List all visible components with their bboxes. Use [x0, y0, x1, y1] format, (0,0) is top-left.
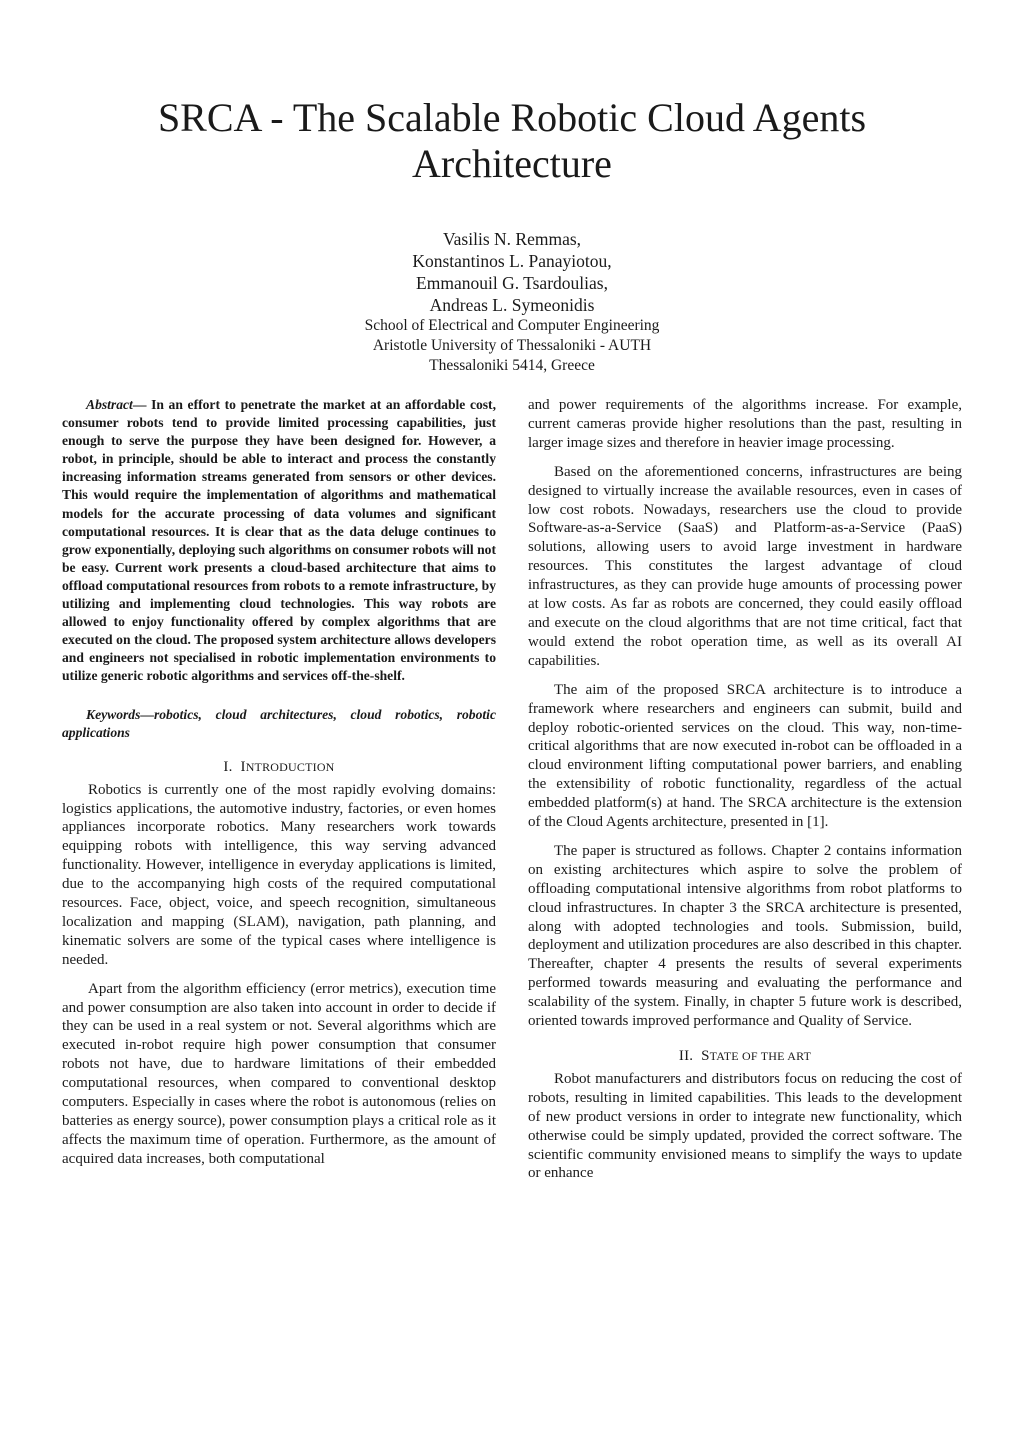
author-name: Konstantinos L. Panayiotou, — [412, 251, 612, 271]
author-name: Vasilis N. Remmas, — [442, 229, 582, 249]
keywords-text: robotics, cloud architectures, cloud robotics, robotic applications — [62, 706, 496, 740]
body-paragraph: Based on the aforementioned concerns, infrastructures are being designed to virtually increase the available resources, even in cases of low cost robots. Nowadays, researchers use the cloud to provide Software-as-a-Service (SaaS) and Platform-as-a-Service (PaaS) solutions, allowing users to avoid large investment in hardware resources. This constitutes the largest advantage of cloud infrastructures, as they can provide huge amounts of processing power at low costs. As far as robots are concerned, they could easily offload and execute on the cloud algorithms that are not time critical, fact that would extend the robot operation time, as well as its overall AI capabilities. — [528, 463, 962, 669]
body-paragraph: Robot manufacturers and distributors focus on reducing the cost of robots, resulting in limited capabilities. This leads to the development of new product versions in order to integrate new functionality, which otherwise could be simply updated, provided the correct software. The scientific community envisioned means to simplify the ways to update or enhance — [528, 1070, 962, 1182]
author-list — [200, 228, 824, 316]
keywords: Keywords—robotics, cloud architectures, cloud robotics, robotic applications — [62, 706, 496, 740]
body-paragraph: Apart from the algorithm efficiency (error metrics), execution time and power consumption are also taken into account in order to decide if they can be used in a real system or not. Several algorithms which are executed in-robot require high power consumption that consumer robots not have, due to hardware limitations of their embedded computational resources, when compared to conventional desktop computers. Especially in cases where the robot is autonomous (relies on batteries as energy source), power consumption plays a critical role as it affects the maximum time of operation. Furthermore, as the amount of acquired data increases, both computational — [62, 980, 496, 1167]
section-title-rest: NTRODUCTION — [245, 759, 335, 774]
body-paragraph-continuation: and power requirements of the algorithms increase. For example, current cameras provide higher resolutions than the past, resulting in larger image sizes and therefore in heavier image processing. — [528, 397, 962, 451]
section-number: I. — [223, 758, 233, 775]
abstract: Abstract— In an effort to penetrate the market at an affordable cost, consumer robots tend to provide limited processing capabilities, just enough to serve the purpose they have been designed for. However, a robot, in principle, should be able to interact and process the constantly increasing information streams generated from sensors or other devices. This would require the implementation of algorithms and mathematical models for the accurate processing of data volumes and significant computational resources. It is clear that as the data deluge continues to grow exponentially, deploying such algorithms on consumer robots will not be easy. Current work presents a cloud-based architecture that aims to offload computational resources from robots to a remote infrastructure, by utilizing and implementing cloud technologies. This way robots are allowed to enjoy functionality offered by complex algorithms that are executed on the cloud. The proposed system architecture allows developers and engineers not specialised in robotic implementation environments to utilize generic robotic algorithms and services off-the-shelf. — [62, 397, 496, 684]
body-paragraph: Robotics is currently one of the most rapidly evolving domains: logistics applications, the automotive industry, factories, or even homes appliances incorporate robotics. Many researchers work towards equipping robots with intelligence, this way serving advanced functionality. However, intelligence in everyday applications is limited, due to the accompanying high costs of the required computational resources. Face, object, voice, and speech recognition, simultaneous localization and mapping (SLAM), navigation, path planning, and kinematic solvers are some of the typical cases where intelligence is needed. — [62, 781, 496, 968]
abstract-text: In an effort to penetrate the market at an affordable cost, consumer robots tend to provide limited processing capabilities, just enough to serve the purpose they have been designed for. However, a robot, in principle, should be able to interact and process the constantly increasing information streams generated from sensors or other devices. This would require the implementation of algorithms and mathematical models for the accurate processing of data volumes and significant computational resources. It is clear that as the data deluge continues to grow exponentially, deploying such algorithms on consumer robots will not be easy. Current work presents a cloud-based architecture that aims to offload computational resources from robots to a remote infrastructure, by utilizing and implementing cloud technologies. This way robots are allowed to enjoy functionality offered by complex algorithms that are executed on the cloud. The proposed system architecture allows developers and engineers not specialised in robotic implementation environments to utilize generic robotic algorithms and services off-the-shelf. — [62, 397, 496, 684]
right-column — [528, 396, 962, 1193]
section-heading-introduction — [62, 758, 496, 777]
section-heading-state-of-the-art — [528, 1047, 962, 1066]
author-name: Emmanouil G. Tsardoulias, — [416, 273, 608, 293]
keywords-label: Keywords — [86, 706, 141, 722]
left-column — [62, 396, 496, 1179]
paper-title: SRCA - The Scalable Robotic Cloud Agents Architecture — [157, 95, 867, 186]
author-name: Andreas L. Symeonidis — [429, 295, 595, 315]
section-title-rest: TATE OF THE ART — [709, 1049, 812, 1063]
abstract-label: Abstract — [86, 397, 133, 412]
affiliation-line: Thessaloniki 5414, Greece — [429, 357, 595, 374]
affiliation-line: School of Electrical and Computer Engineering — [364, 317, 660, 334]
section-title-initial: S — [701, 1048, 710, 1064]
affiliation-line: Aristotle University of Thessaloniki - AUTH — [372, 337, 652, 354]
section-number: II. — [678, 1048, 694, 1064]
body-paragraph: The aim of the proposed SRCA architecture is to introduce a framework where researchers and engineers can submit, build and deploy robotic-oriented services on the cloud. This way, non-time-critical algorithms that are now executed in-robot can be offloaded in a cloud environment lifting computational power barriers, and enabling the extensibility of robotic functionality, regardless of the actual embedded platform(s) at hand. The SRCA architecture is the extension of the Cloud Agents architecture, presented in [1]. — [528, 681, 962, 831]
body-paragraph: The paper is structured as follows. Chapter 2 contains information on existing architectures which aspire to solve the problem of offloading computational intensive algorithms from robot platforms to cloud infrastructures. In chapter 3 the SRCA architecture is presented, along with adopted technologies and tools. Submission, build, deployment and utilization procedures are also described in this chapter. Thereafter, chapter 4 presents the results of several experiments performed towards measuring and evaluating the performance and scalability of the system. Finally, in chapter 5 future work is described, oriented towards improved performance and Quality of Service. — [528, 842, 962, 1030]
section-title-initial: I — [240, 758, 246, 775]
affiliation-block — [200, 316, 824, 376]
